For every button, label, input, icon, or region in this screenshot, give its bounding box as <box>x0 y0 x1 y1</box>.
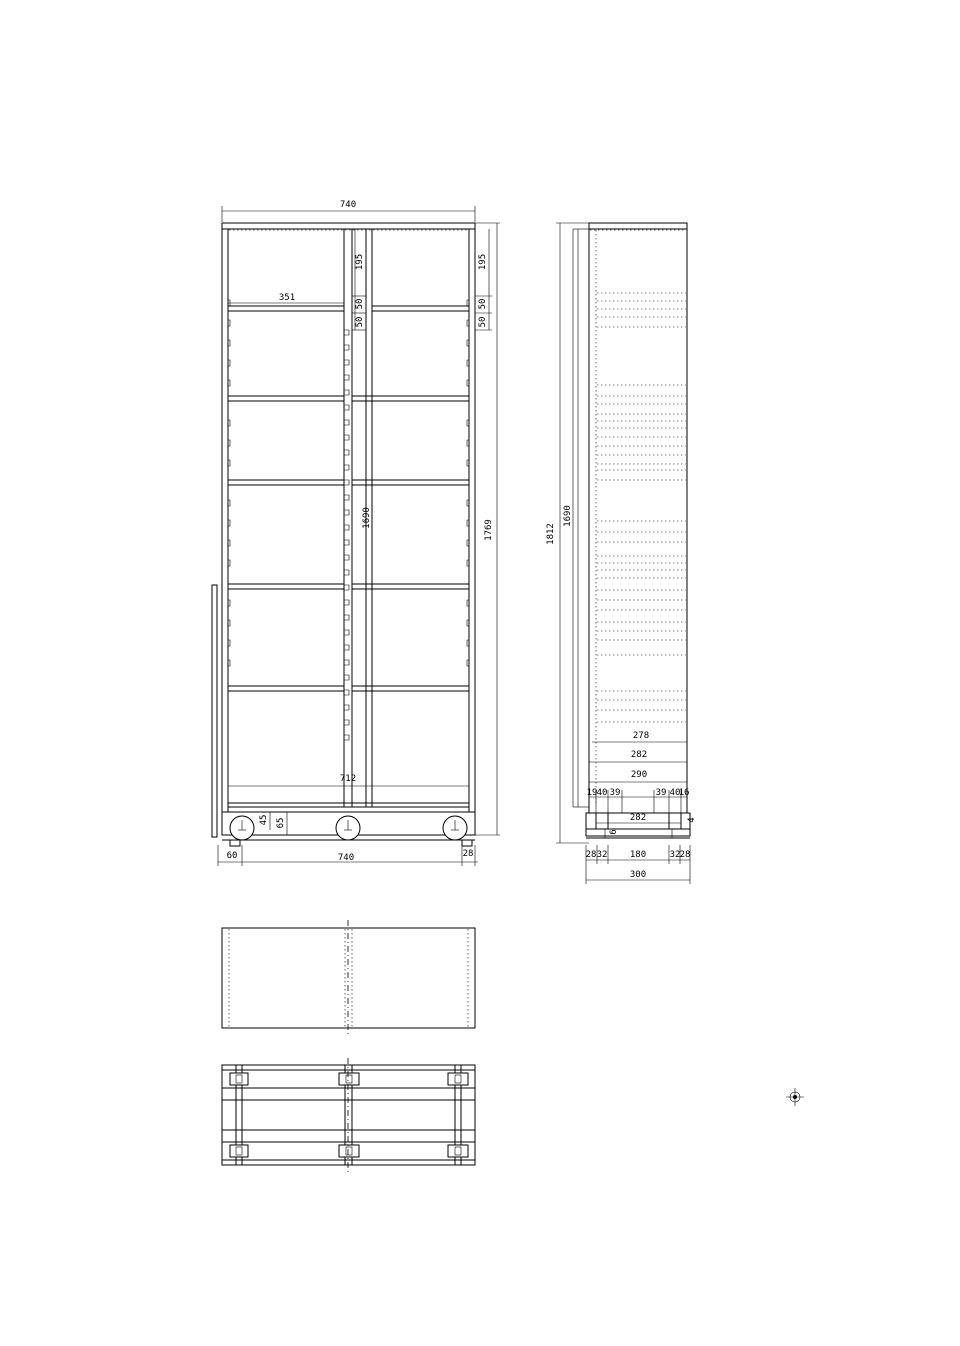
front-wheel-right <box>443 816 467 840</box>
dim-side-depth-290: 290 <box>630 770 648 780</box>
dim-side-19: 19 <box>586 788 598 798</box>
front-right-side <box>469 229 475 812</box>
side-base-plate <box>586 829 690 836</box>
dim-spacer-a: 50 <box>355 298 365 310</box>
front-side-door-edge <box>212 585 217 837</box>
dim-side-total-height: 1812 <box>546 523 556 545</box>
front-view <box>212 200 500 866</box>
dim-side-base-28-right: 28 <box>679 850 691 860</box>
dim-spacer-c: 50 <box>478 298 488 310</box>
top-view <box>222 920 475 1036</box>
dim-overall-width-top: 740 <box>339 200 357 210</box>
dim-side-16: 16 <box>678 788 690 798</box>
dim-spacer-d: 50 <box>478 316 488 328</box>
shelf-4-right <box>352 584 469 589</box>
side-body <box>586 223 687 813</box>
dim-side-40-right: 40 <box>669 788 681 798</box>
dim-side-40-left: 40 <box>596 788 608 798</box>
dim-side-base-32-left: 32 <box>596 850 608 860</box>
side-shelf-hidden-lines <box>597 293 686 722</box>
front-outer-frame <box>222 223 475 835</box>
bottom-caster-brackets <box>230 1073 468 1157</box>
shelf-4-left <box>228 584 344 589</box>
shelf-5-left <box>228 686 344 691</box>
dim-foot-left: 60 <box>226 851 238 861</box>
dim-side-gap-4: 4 <box>687 817 697 823</box>
dim-top-gap-mid: 195 <box>355 253 365 271</box>
front-foot-left <box>230 840 240 846</box>
shelf-1-right <box>372 306 469 311</box>
bottom-shelf <box>228 803 469 807</box>
dim-spacer-b: 50 <box>355 316 365 328</box>
side-bracket-right <box>669 813 681 829</box>
front-shelves <box>228 306 469 807</box>
dim-overall-width-bottom: 740 <box>337 853 355 863</box>
shelf-1-left <box>228 306 344 311</box>
dim-top-gap-right: 195 <box>478 253 488 271</box>
dim-inner-width: 712 <box>339 774 357 784</box>
shelf-3-left <box>228 480 344 485</box>
dim-side-base-32-right: 32 <box>669 850 681 860</box>
shelf-2-left <box>228 396 344 401</box>
dim-side-depth-282: 282 <box>630 750 648 760</box>
front-top-board <box>222 223 475 229</box>
side-view <box>546 223 697 884</box>
dim-side-inner-282: 282 <box>629 813 647 823</box>
dim-shelf-width: 351 <box>278 293 296 303</box>
front-left-side <box>222 229 228 812</box>
dim-side-base-28-left: 28 <box>585 850 597 860</box>
dim-upright-height: 1690 <box>362 507 372 529</box>
dim-side-depth-278: 278 <box>632 731 650 741</box>
dim-side-base-total: 300 <box>629 870 647 880</box>
front-foot-right <box>462 840 472 846</box>
dim-side-base-180: 180 <box>629 850 647 860</box>
front-wheel-left <box>230 816 254 840</box>
dim-side-gap-6: 6 <box>609 829 619 835</box>
dim-wheel-65: 65 <box>276 817 286 829</box>
side-bracket-left <box>596 813 608 829</box>
dim-side-39-left: 39 <box>609 788 621 798</box>
front-notch-rack <box>344 330 349 740</box>
dim-side-39-right: 39 <box>655 788 667 798</box>
side-dimension-lines <box>556 223 690 884</box>
dim-outer-height: 1769 <box>484 519 494 541</box>
dim-wheel-45: 45 <box>259 814 269 826</box>
shelf-2-right <box>352 396 469 401</box>
dim-side-upright-height: 1690 <box>563 505 573 527</box>
front-wheel-center <box>336 816 360 840</box>
dim-foot-right: 28 <box>462 849 474 859</box>
shelf-3-right <box>352 480 469 485</box>
shelf-5-right <box>352 686 469 691</box>
registration-mark-icon <box>786 1088 804 1106</box>
bottom-view <box>222 1058 475 1172</box>
top-view-outline <box>222 928 475 1028</box>
